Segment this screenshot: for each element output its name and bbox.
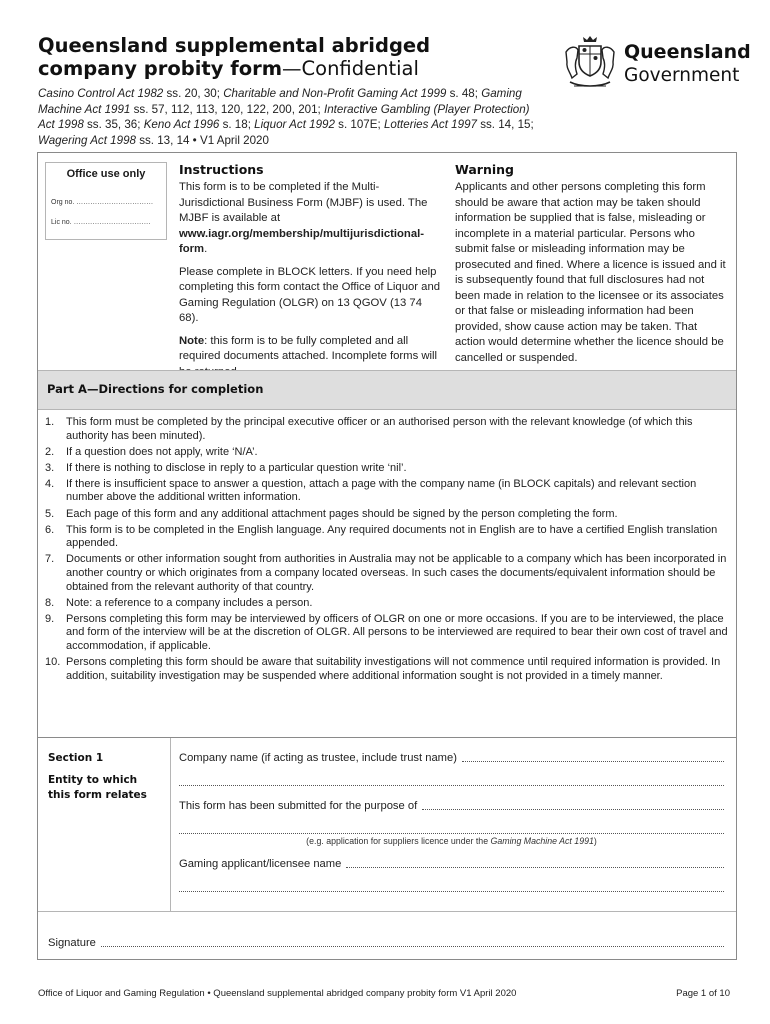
gaming-licensee-field-line-2[interactable] [179, 880, 724, 894]
gaming-licensee-line-2[interactable] [179, 891, 724, 892]
section-1-description: Entity to which this form relates [48, 774, 147, 801]
signature-label: Signature [48, 937, 96, 949]
direction-text: Documents or other information sought from authorities in Australia may not be applicable to a company which has been incorporated in another country or which originates from a company located overseas. In such cases the documents/equivalent information should be obtained from the relevant authority of that country. [66, 553, 727, 593]
company-name-line[interactable] [462, 761, 724, 762]
title-line-1: Queensland supplemental abridged [38, 34, 431, 57]
instructions-p1-end: . [204, 243, 208, 255]
direction-item [45, 478, 730, 505]
title-confidential: Confidential [301, 57, 419, 80]
direction-number: 9. [45, 612, 55, 625]
company-name-line-2[interactable] [179, 785, 724, 786]
coat-of-arms-icon [560, 30, 620, 92]
direction-number: 4. [45, 477, 55, 490]
note-label: Note [179, 334, 205, 347]
direction-text: Each page of this form and any additional attachment pages should be signed by the person completing the form. [66, 507, 618, 520]
act-sections: ss. 13, 14 • V1 April 2020 [135, 133, 269, 147]
direction-text: This form is to be completed in the English language. Any required documents not in English are to have a certified English translation appended. [66, 523, 718, 550]
act-name: Keno Act 1996 [143, 118, 220, 131]
lic-no-field[interactable]: Lic no. …………………………… [51, 219, 151, 226]
purpose-hint [179, 836, 724, 846]
act-name: Wagering Act 1998 [38, 133, 136, 147]
company-name-field[interactable] [179, 750, 724, 764]
gaming-licensee-label: Gaming applicant/licensee name [179, 858, 342, 870]
section-divider [38, 737, 736, 738]
form-title [38, 34, 538, 80]
title-dash: — [282, 57, 302, 80]
act-sections: s. 107E; [334, 118, 384, 131]
direction-text: If a question does not apply, write ‘N/A’. [66, 445, 258, 458]
signature-field[interactable] [48, 935, 724, 949]
hint-post: ) [593, 836, 597, 846]
direction-number: 3. [45, 461, 55, 474]
direction-text: Persons completing this form may be interviewed by officers of OLGR on one or more occasions. If you are to be interviewed, the place and form of the interview will be at the discretion of OLGR. All persons to be interviewed are required to bear their own cost of travel and accommodation, if applicable. [66, 612, 728, 652]
footer-text: Office of Liquor and Gaming Regulation • Queensland supplemental abridged company probity form V1 April 2020 [38, 988, 517, 999]
hint-pre: (e.g. application for suppliers licence under the [306, 836, 491, 846]
company-name-label: Company name (if acting as trustee, include trust name) [179, 752, 457, 764]
act-name: Gaming Machine Act 1991 [38, 87, 522, 116]
logo-government: Government [624, 65, 740, 86]
page-number: Page 1 of 10 [676, 988, 730, 999]
act-name: Casino Control Act 1982 [38, 87, 164, 100]
queensland-government-logo [560, 30, 751, 92]
direction-text: If there is insufficient space to answer a question, attach a page with the company name (in BLOCK capitals) and relevant section number above the additional written information. [66, 477, 697, 504]
direction-item [45, 613, 730, 654]
instructions-block [179, 162, 444, 380]
direction-number: 10. [45, 656, 61, 668]
purpose-line[interactable] [422, 809, 724, 810]
warning-body: Applicants and other persons completing this form should be aware that action may be taken should information be supplied that is false, misleading or incomplete in a material particular. Persons who submit false or misleading information may be prosecuted and fined. Where a licence is issued and it is subsequently found that full disclosures had not been made in relation to the licensee or its associates or that false or misleading information had been provided, show cause action may be taken. That action would determine whether the licence should be cancelled or suspended. [455, 181, 726, 364]
direction-text: Persons completing this form should be aware that suitability investigations will not commence until required information is provided. In addition, suitability investigation may be suspended where additional information sought is not provided in a timely manner. [66, 656, 721, 682]
direction-item [45, 416, 730, 443]
direction-item [45, 597, 730, 611]
section-column-divider [170, 738, 171, 911]
act-name: Charitable and Non-Profit Gaming Act 1999 [223, 87, 447, 100]
act-name: Interactive Gambling (Player Protection) Act 1998 [38, 102, 530, 131]
direction-number: 1. [45, 416, 55, 428]
part-a-header [38, 370, 736, 410]
act-sections: s. 18; [219, 118, 255, 131]
org-no-field[interactable]: Org no. …………………………… [51, 199, 154, 206]
direction-number: 2. [45, 445, 55, 458]
warning-heading: Warning [455, 162, 514, 177]
direction-item [45, 656, 730, 683]
direction-number: 8. [45, 596, 55, 609]
direction-text: Note: a reference to a company includes a person. [66, 596, 313, 609]
act-sections: ss. 20, 30; [163, 87, 224, 100]
warning-block [455, 162, 727, 366]
purpose-label: This form has been submitted for the purpose of [179, 800, 418, 812]
office-use-box [45, 162, 167, 240]
part-a-title: Part A—Directions for completion [47, 382, 264, 396]
direction-text: If there is nothing to disclose in reply to a particular question write ‘nil’. [66, 461, 407, 474]
hint-act: Gaming Machine Act 1991 [490, 836, 594, 846]
section-1-label: Section 1 [48, 752, 104, 764]
act-name: Liquor Act 1992 [254, 118, 335, 131]
logo-queensland: Queensland [624, 41, 751, 63]
legislation-references [38, 86, 538, 148]
purpose-line-2[interactable] [179, 833, 724, 834]
gaming-licensee-line[interactable] [346, 867, 724, 868]
act-sections: ss. 35, 36; [83, 118, 144, 131]
direction-number: 5. [45, 507, 55, 520]
instructions-paragraph-2: Please complete in BLOCK letters. If you need help completing this form contact the Office of Liquor and Gaming Regulation (OLGR) on 13 QGOV (13 74 68). [179, 265, 441, 324]
direction-item [45, 462, 730, 476]
direction-item [45, 524, 730, 551]
instructions-p1-text: This form is to be completed if the Multi-Jurisdictional Business Form (MJBF) is used. The MJBF is available at [179, 181, 428, 224]
gaming-licensee-field[interactable] [179, 856, 724, 870]
act-sections: ss. 14, 15; [476, 118, 534, 131]
company-name-field-line-2[interactable] [179, 774, 724, 788]
signature-divider [38, 911, 736, 912]
directions-list [45, 416, 730, 686]
act-name: Lotteries Act 1997 [383, 118, 477, 131]
act-sections: ss. 57, 112, 113, 120, 122, 200, 201; [130, 102, 324, 116]
direction-item [45, 553, 730, 594]
direction-number: 6. [45, 523, 55, 536]
title-line-2: company probity form [38, 57, 283, 80]
office-use-title: Office use only [66, 168, 146, 180]
signature-line[interactable] [101, 946, 724, 947]
purpose-field[interactable] [179, 798, 724, 812]
mjbf-link[interactable]: www.iagr.org/membership/multijurisdictional-form [179, 227, 425, 255]
direction-text: This form must be completed by the principal executive officer or an authorised person with the relevant knowledge (of which this authority has been minuted). [66, 416, 693, 442]
purpose-field-line-2[interactable] [179, 822, 724, 836]
note-text: : this form is to be fully completed and all required documents attached. Incomplete forms will [179, 334, 438, 362]
direction-number: 7. [45, 553, 55, 566]
direction-item [45, 446, 730, 460]
instructions-paragraph-1 [179, 180, 444, 258]
act-sections: s. 48; [446, 87, 482, 100]
direction-item [45, 508, 730, 522]
instructions-heading: Instructions [179, 162, 264, 177]
